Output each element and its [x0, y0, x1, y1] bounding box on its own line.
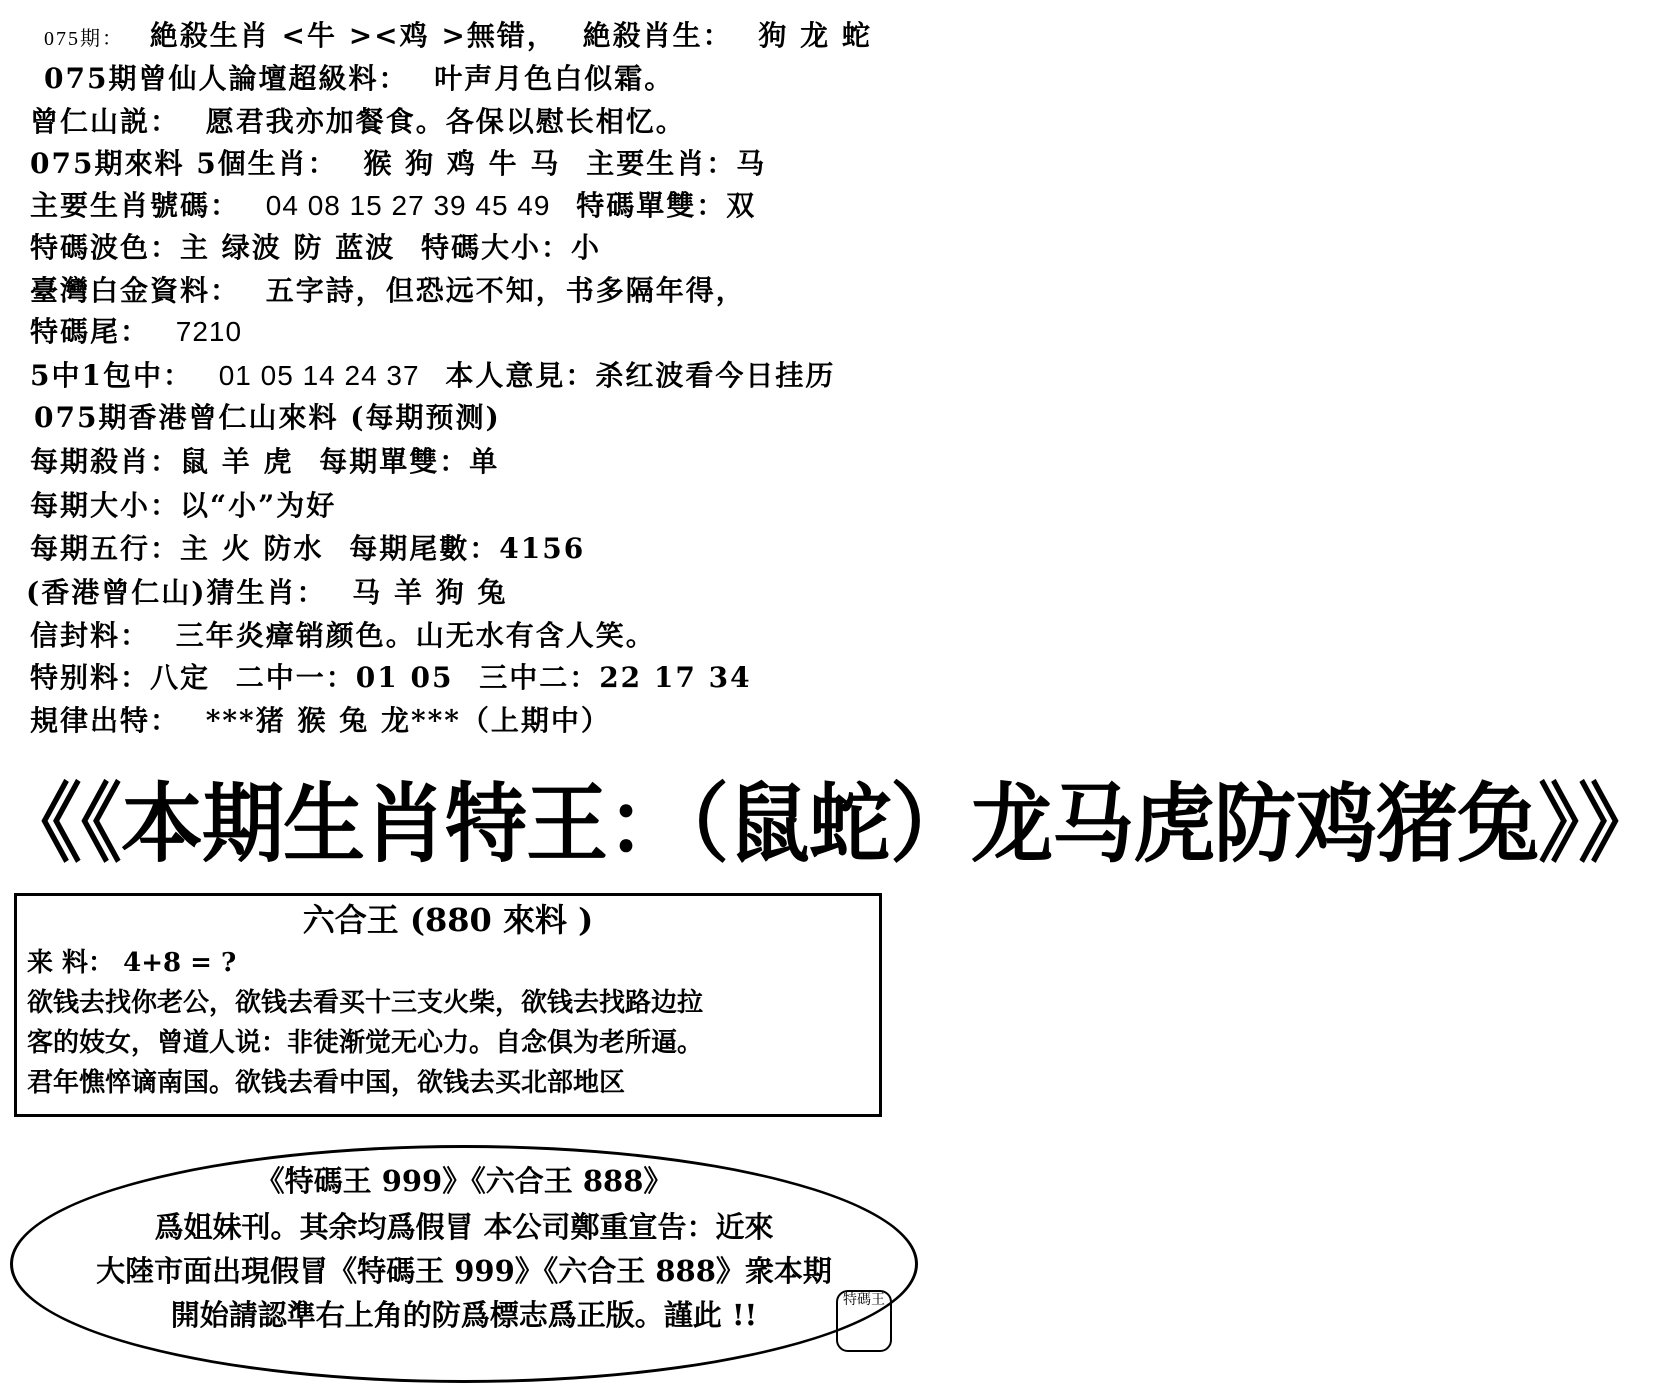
five-elements: 每期五行：主 火 防水 — [30, 532, 324, 565]
envelope-label: 信封料： — [30, 619, 151, 652]
box-line-2: 欲钱去找你老公，欲钱去看买十三支火柴，欲钱去找路边拉 — [27, 988, 704, 1018]
line-6 — [30, 230, 615, 266]
anti-counterfeit-notice — [10, 1145, 918, 1383]
issue-label: 075期： — [44, 28, 124, 50]
anti-fake-stamp-icon: 特碼王 — [836, 1290, 892, 1352]
line-15 — [30, 618, 670, 654]
notice-line-3: 大陸市面出現假冒《特碼王 999》《六合王 888》衆本期 — [96, 1254, 832, 1288]
odd-even-each: 每期單雙：单 — [319, 445, 500, 478]
line-4 — [30, 146, 780, 182]
hk-material-heading: 075期香港曾仁山來料 (每期预测) — [34, 401, 501, 434]
three-hit-two: 三中二：22 17 34 — [479, 661, 752, 694]
odd-even: 特碼單雙：双 — [576, 189, 757, 222]
taiwan-material-label: 臺灣白金資料： — [30, 274, 241, 307]
line-10 — [34, 400, 515, 436]
line-7 — [30, 273, 760, 309]
box-line-3: 客的妓女，曾道人说：非徒渐觉无心力。自念俱为老所逼。 — [27, 1028, 704, 1058]
notice-line-1: 《特碼王 999》《六合王 888》 — [255, 1164, 673, 1198]
tail-label: 特碼尾： — [30, 315, 151, 348]
zodiac-king-banner: 《《本期生肖特王：（鼠蛇）龙马虎防鸡猪兔》》 — [0, 774, 1659, 875]
line-5 — [30, 188, 770, 224]
wave-color: 特碼波色：主 绿波 防 蓝波 — [30, 231, 396, 264]
opinion: 本人意見：杀红波看今日挂历 — [445, 359, 836, 392]
forum-material-label: 075期曾仙人論壇超級料： — [44, 62, 409, 95]
line-9 — [30, 358, 849, 394]
line-12 — [30, 488, 350, 524]
five-zodiac-label: 075期來料 5個生肖： — [30, 147, 338, 180]
box-line-1: 来 料： 4+8 = ? — [27, 948, 237, 978]
tail-values: 7210 — [175, 316, 243, 347]
main-zodiac: 主要生肖：马 — [586, 147, 767, 180]
envelope-text: 三年炎瘴销颜色。山无水有含人笑。 — [175, 619, 656, 652]
main-numbers-label: 主要生肖號碼： — [30, 189, 241, 222]
pattern-values: ***猪 猴 兔 龙***（上期中） — [205, 704, 611, 737]
size-each: 每期大小：以“小”为好 — [30, 489, 337, 522]
kill-zodiac-text: 絶殺生肖 <牛 ><鸡 >無错， — [149, 19, 557, 52]
main-numbers: 04 08 15 27 39 45 49 — [265, 190, 551, 221]
taiwan-material-text: 五字詩，但恐远不知，书多隔年得， — [265, 274, 746, 307]
line-2 — [44, 61, 688, 97]
kill-zodiac-label: 絶殺肖生： — [582, 19, 733, 52]
tail-numbers-each: 每期尾數：4156 — [349, 532, 586, 565]
pick-numbers: 01 05 14 24 37 — [218, 360, 420, 391]
notice-line-2: 爲姐妹刊。其余均爲假冒 本公司鄭重宣告：近來 — [154, 1210, 774, 1244]
pattern-label: 規律出特： — [30, 704, 181, 737]
line-17 — [30, 703, 625, 739]
line-8 — [30, 314, 256, 350]
box-line-4: 君年憔悴谪南国。欲钱去看中国，欲钱去买北部地区 — [27, 1068, 626, 1098]
line-3 — [30, 104, 700, 140]
two-hit-one: 二中一：01 05 — [235, 661, 454, 694]
liuhe-box-title: 六合王 (880 來料 ) — [302, 901, 594, 939]
liuhe-box — [14, 893, 882, 1117]
line-14 — [26, 575, 522, 611]
line-11 — [30, 444, 513, 480]
forum-material-text: 叶声月色白似霜。 — [434, 62, 675, 95]
quote-text: 愿君我亦加餐食。各保以慰长相忆。 — [205, 105, 686, 138]
line-16 — [30, 660, 766, 696]
kill-zodiac-values: 狗 龙 蛇 — [758, 19, 872, 52]
kill-zodiac-each: 每期殺肖：鼠 羊 虎 — [30, 445, 294, 478]
size: 特碼大小：小 — [421, 231, 602, 264]
notice-line-4: 開始請認準右上角的防爲標志爲正版。謹此 !! — [170, 1298, 758, 1332]
line-13 — [30, 531, 599, 567]
guess-zodiac-label: (香港曾仁山)猜生肖： — [26, 576, 327, 609]
pick-label: 5中1包中： — [30, 359, 193, 392]
guess-zodiac-values: 马 羊 狗 兔 — [352, 576, 508, 609]
five-zodiac-values: 猴 狗 鸡 牛 马 — [363, 147, 561, 180]
special-material: 特别料：八定 — [30, 661, 211, 694]
quote-label: 曾仁山説： — [30, 105, 181, 138]
line-1 — [44, 18, 886, 57]
